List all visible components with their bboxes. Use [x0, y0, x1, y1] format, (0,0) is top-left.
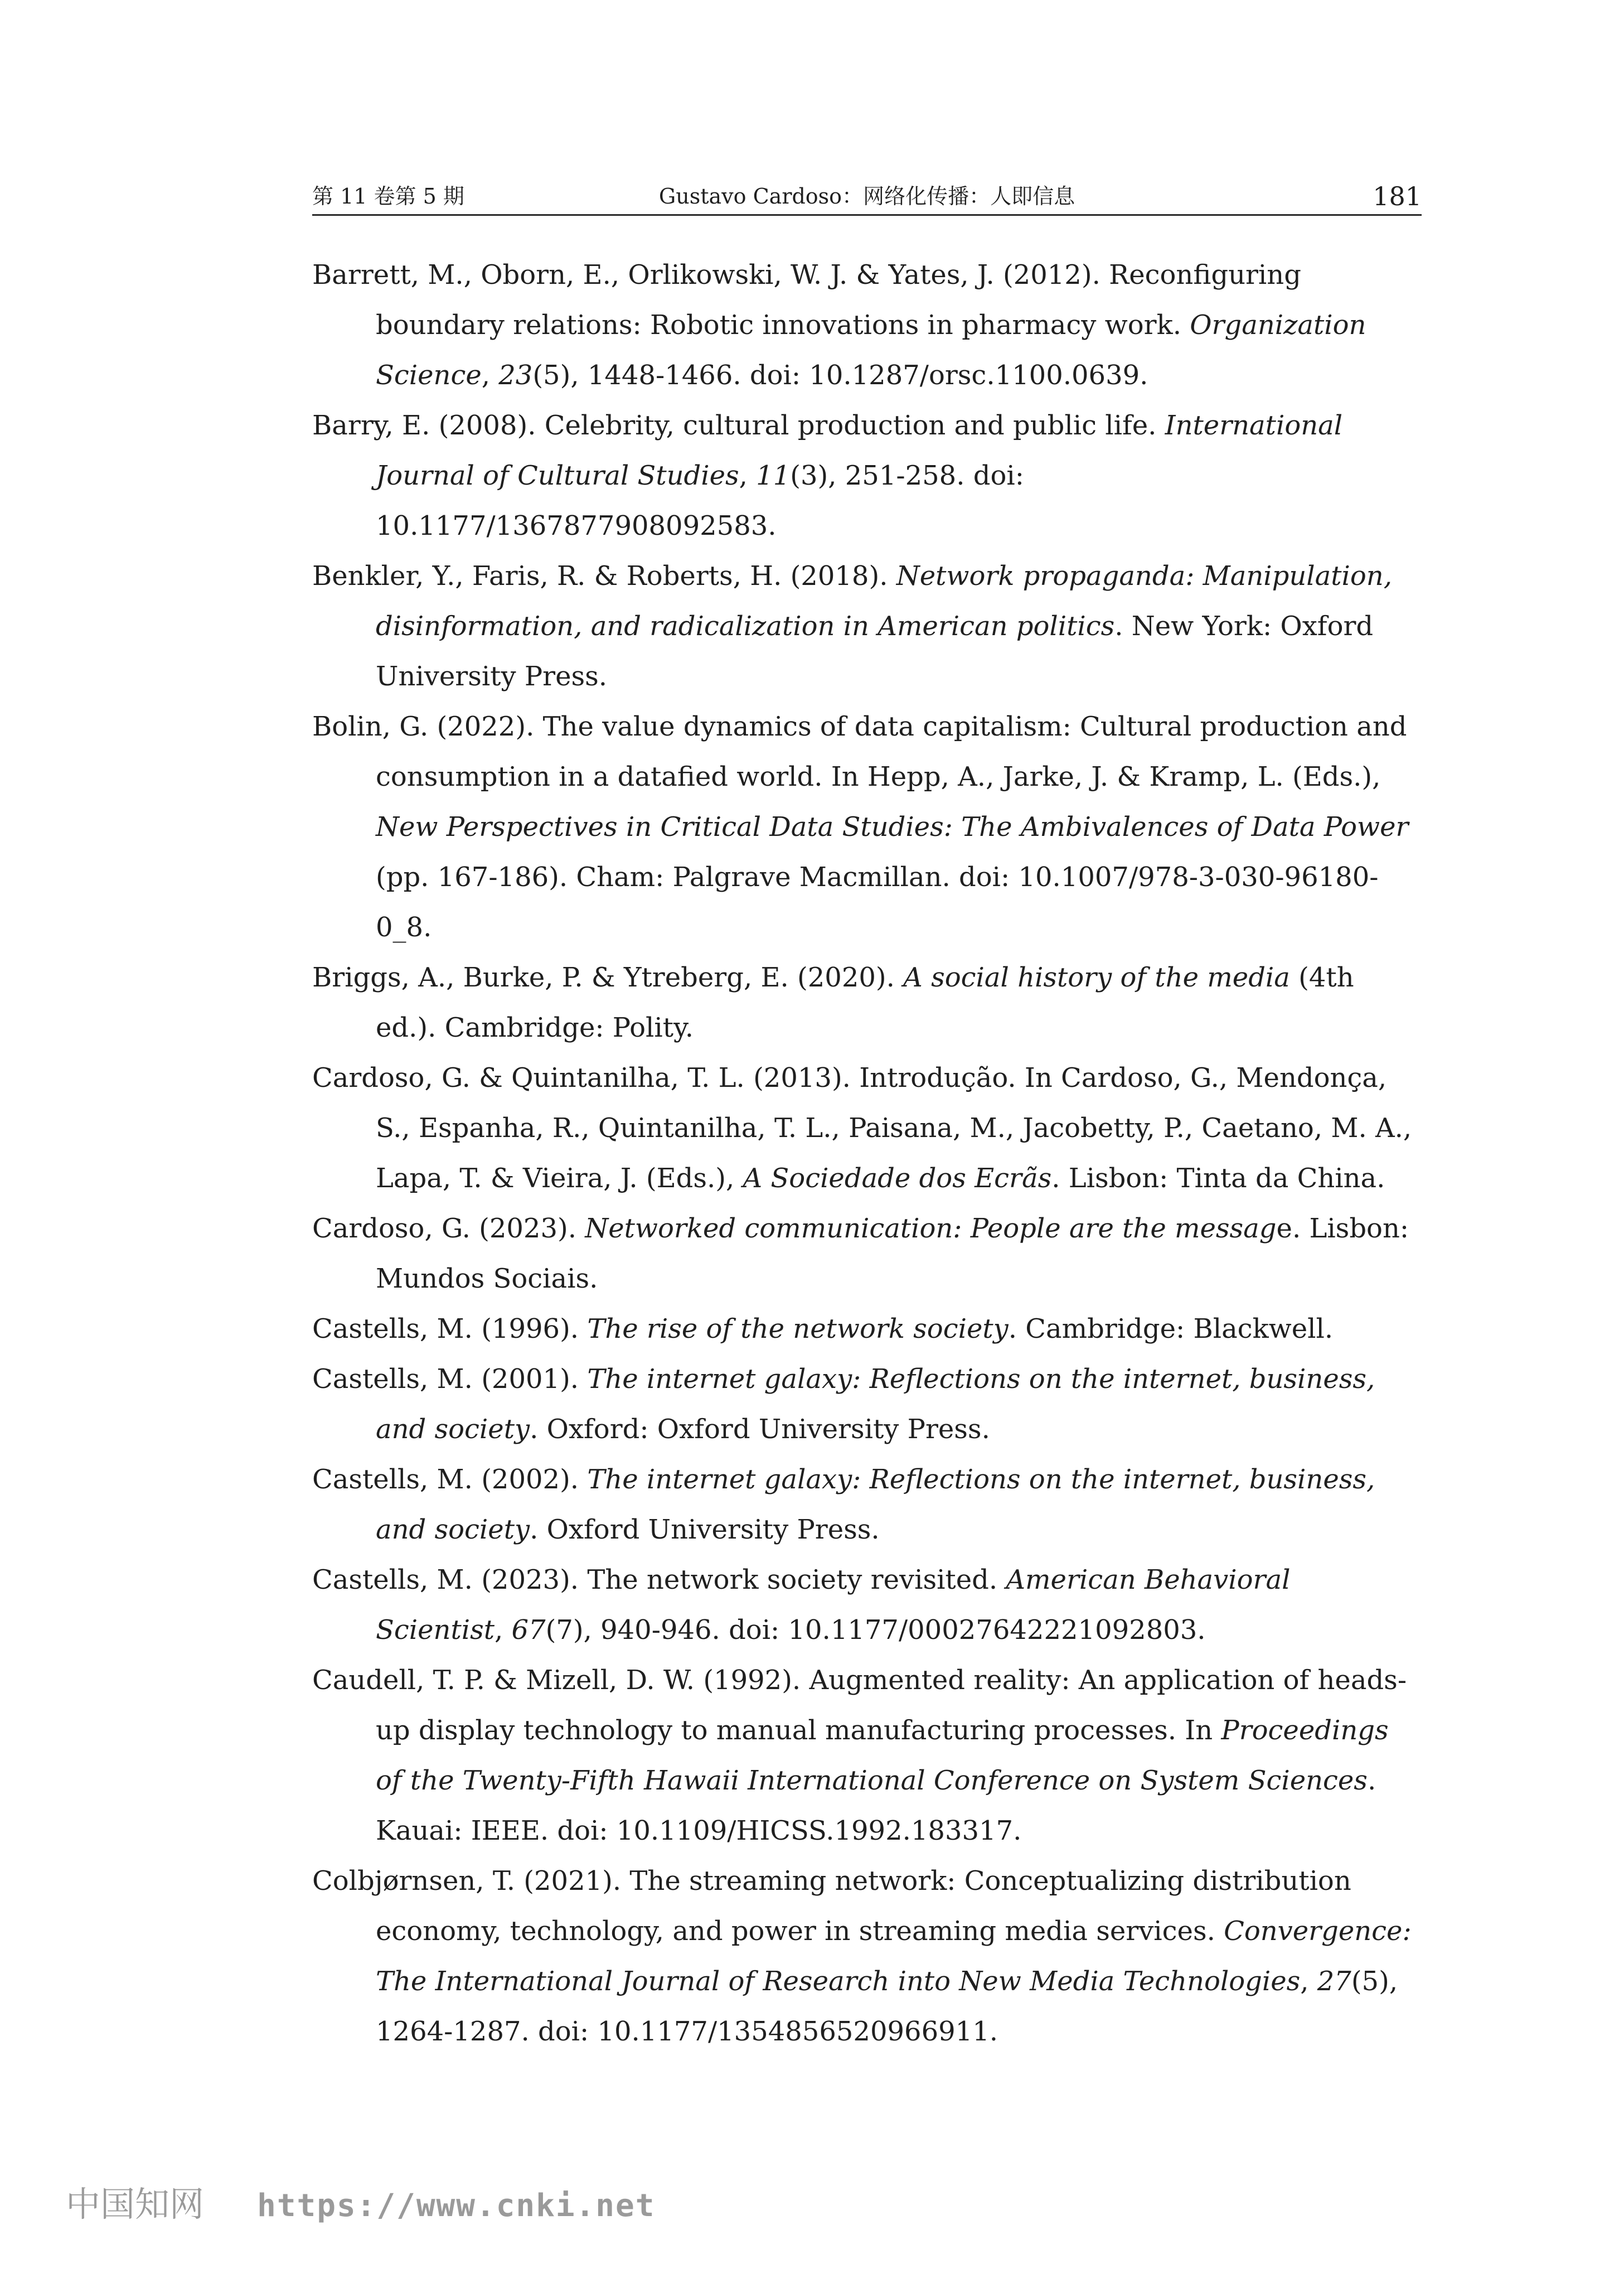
reference-text-segment: Cardoso, G. (2023). [312, 1213, 585, 1244]
reference-italic-segment: A social history of the media [903, 962, 1290, 993]
reference-text-segment: e. Lisbon: Mundos Sociais. [376, 1213, 1409, 1294]
reference-list [312, 250, 1422, 2057]
reference-entry [312, 1655, 1422, 1856]
reference-italic-segment: Proceedings of the Twenty-Fifth Hawaii International Conference on System Sciences [376, 1715, 1389, 1796]
reference-entry [312, 1856, 1422, 2057]
reference-text-segment: Castells, M. (1996). [312, 1313, 588, 1344]
reference-text-segment: Castells, M. (2001). [312, 1363, 588, 1395]
reference-text-segment: , [739, 460, 757, 491]
reference-entry [312, 1454, 1422, 1555]
reference-entry [312, 551, 1422, 702]
reference-italic-segment: The internet galaxy: Reflections on the internet, business, and society [376, 1464, 1375, 1545]
reference-text-segment: . Oxford: Oxford University Press. [530, 1414, 990, 1445]
reference-text-segment: (4th ed.). Cambridge: Polity. [376, 962, 1354, 1043]
reference-text-segment: Caudell, T. P. & Mizell, D. W. (1992). Augmented reality: An application of heads-up display technology to manual manufacturing processes. In [312, 1665, 1407, 1746]
reference-entry [312, 702, 1422, 952]
reference-italic-segment: American Behavioral Scientist [376, 1564, 1291, 1646]
page-number: 181 [1373, 181, 1422, 211]
footer-watermark [66, 2179, 655, 2229]
reference-text-segment: (5), 1264-1287. doi: 10.1177/1354856520966911. [376, 1966, 1398, 2047]
reference-text-segment: . Oxford University Press. [530, 1514, 880, 1545]
reference-text-segment: Bolin, G. (2022). The value dynamics of data capitalism: Cultural production and consumption in a datafied world. In Hepp, A., Jarke, J. & Kramp, L. (Eds.), [312, 711, 1407, 792]
reference-entry [312, 1304, 1422, 1354]
cnki-brand: 中国知网 [66, 2184, 205, 2224]
reference-italic-segment: 23 [498, 360, 533, 391]
running-header [312, 178, 1422, 216]
reference-text-segment: (3), 251-258. doi: 10.1177/1367877908092583. [376, 460, 1024, 541]
reference-italic-segment: Convergence: The International Journal of Research into New Media Technologies [376, 1916, 1412, 1997]
reference-text-segment: . Cambridge: Blackwell. [1008, 1313, 1334, 1344]
reference-entry [312, 1203, 1422, 1304]
reference-italic-segment: Network propaganda: Manipulation, disinformation, and radicalization in American politics [376, 560, 1392, 642]
reference-text-segment: , [481, 360, 499, 391]
reference-italic-segment: 67 [511, 1614, 546, 1646]
reference-text-segment: Castells, M. (2002). [312, 1464, 588, 1495]
reference-entry [312, 250, 1422, 400]
reference-italic-segment: 11 [756, 460, 791, 491]
reference-text-segment: . Lisbon: Tinta da China. [1051, 1163, 1385, 1194]
reference-italic-segment: The rise of the network society [587, 1313, 1009, 1344]
reference-italic-segment: New Perspectives in Critical Data Studies: The Ambivalences of Data Power [376, 811, 1409, 843]
reference-text-segment: . New York: Oxford University Press. [376, 611, 1374, 692]
reference-italic-segment: A Sociedade dos Ecrãs [743, 1163, 1052, 1194]
reference-text-segment: (7), 940-946. doi: 10.1177/00027642221092803. [545, 1614, 1206, 1646]
reference-text-segment: Cardoso, G. & Quintanilha, T. L. (2013). Introdução. In Cardoso, G., Mendonça, S., Espanha, R., Quintanilha, T. L., Paisana, M., Jacobetty, P., Caetano, M. A., Lapa, T. & Vieira, J. (Eds.), [312, 1062, 1412, 1194]
reference-text-segment: , [495, 1614, 512, 1646]
journal-issue: 第 11 卷第 5 期 [312, 184, 464, 209]
reference-entry [312, 400, 1422, 551]
reference-entry [312, 1053, 1422, 1203]
reference-italic-segment: Organization Science [376, 309, 1366, 391]
reference-text-segment: Barrett, M., Oborn, E., Orlikowski, W. J. & Yates, J. (2012). Reconfiguring boundary relations: Robotic innovations in pharmacy work. [312, 259, 1301, 341]
cnki-url: https://www.cnki.net [257, 2188, 656, 2224]
reference-text-segment: Benkler, Y., Faris, R. & Roberts, H. (2018). [312, 560, 896, 592]
running-title: Gustavo Cardoso：网络化传播：人即信息 [658, 184, 1075, 209]
reference-text-segment: Barry, E. (2008). Celebrity, cultural production and public life. [312, 410, 1165, 441]
reference-entry [312, 952, 1422, 1053]
reference-text-segment: Colbjørnsen, T. (2021). The streaming network: Conceptualizing distribution economy, technology, and power in streaming media services. [312, 1865, 1351, 1947]
reference-text-segment: Briggs, A., Burke, P. & Ytreberg, E. (2020). [312, 962, 904, 993]
reference-italic-segment: International Journal of Cultural Studies [376, 410, 1343, 491]
reference-italic-segment: The internet galaxy: Reflections on the internet, business, and society [376, 1363, 1375, 1445]
reference-entry [312, 1555, 1422, 1655]
reference-italic-segment: 27 [1317, 1966, 1351, 1997]
reference-text-segment: , [1300, 1966, 1317, 1997]
reference-text-segment: Castells, M. (2023). The network society revisited. [312, 1564, 1006, 1595]
reference-text-segment: (5), 1448-1466. doi: 10.1287/orsc.1100.0639. [532, 360, 1148, 391]
reference-entry [312, 1354, 1422, 1454]
reference-text-segment: . Kauai: IEEE. doi: 10.1109/HICSS.1992.183317. [376, 1765, 1376, 1846]
reference-text-segment: (pp. 167-186). Cham: Palgrave Macmillan. doi: 10.1007/978-3-030-96180-0_8. [376, 862, 1379, 943]
reference-italic-segment: Networked communication: People are the messag [585, 1213, 1277, 1244]
